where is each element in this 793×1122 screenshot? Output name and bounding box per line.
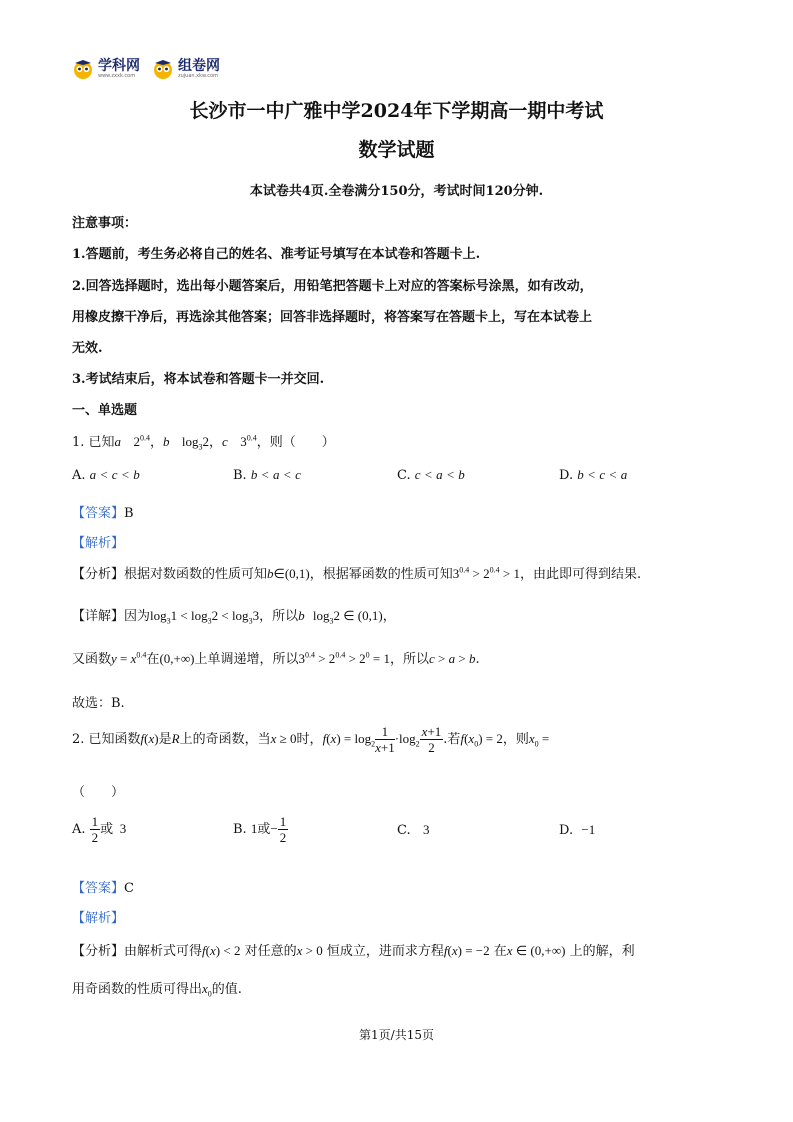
notes-item-3: 3.考试结束后，将本试卷和答题卡一并交回. [72, 372, 325, 387]
q1-detail: 【详解】因为$\log_31 < \log_32 < \log_33$，所以b $\log_32$ ∈ (0,1)， [72, 608, 396, 626]
q2-blank: （ ） [72, 785, 125, 800]
owl-icon [152, 58, 174, 80]
page-footer: 第1页/共15页 [359, 1028, 434, 1042]
logo-xuekewang [72, 58, 140, 80]
q2-fenxi: 【分析】由解析式可得f(x) < 2 对任意的x > 0 恒成立，进而求方程f(x) = −2 在x ∈ (0,+∞) 上的解，利 [72, 943, 635, 959]
logo1-url: www.zxxk.com [98, 73, 136, 79]
exam-info: 本试卷共4页.全卷满分150分，考试时间120分钟. [249, 184, 544, 199]
notes-item-1: 1.答题前，考生务必将自己的姓名、准考证号填写在本试卷和答题卡上. [72, 247, 481, 262]
logo1-name: 学科网 [98, 58, 140, 74]
q2-stem: 2. 已知函数f(x)是R上的奇函数，当x ≥ 0时，$f(x) = \log_2$ $\frac{1}{x+1}$ $\cdot\log_2$ $\frac{x+1}{2}$ .若$f(x_0) = 2$，则$x_0$ = [72, 724, 550, 755]
notes-item-2-line-2: 用橡皮擦干净后，再选涂其他答案；回答非选择题时，将答案写在答题卡上，写在本试卷上 [72, 310, 593, 325]
q1-detail-line-2: 又函数$y = x^{0.4}$在(0,+∞)上单调递增，所以$3^{0.4} > 2^{0.4} > 2^0 = 1$，所以c > a > b. [72, 650, 480, 667]
q2-analysis-label: 【解析】 [72, 911, 125, 926]
notes-item-2-line-1: 2.回答选择题时，选出每小题答案后，用铅笔把答题卡上对应的答案标号涂黑，如有改动， [72, 279, 593, 294]
q2-fenxi-line-2: 用奇函数的性质可得出$x_0$的值. [72, 981, 242, 999]
logo2-name: 组卷网 [178, 58, 220, 74]
section-heading: 一、单选题 [72, 403, 138, 418]
notes-heading: 注意事项： [72, 216, 138, 231]
q1-stem: 1. 已知a $2^{0.4}$，b $\log_32$，c $3^{0.4}$，则（ ） [72, 433, 335, 452]
exam-subject: 数学试题 [358, 139, 435, 161]
q2-option-c: C. 3 [397, 822, 430, 838]
logo-zujuanwang [152, 58, 220, 80]
q2-option-b: B. 1或− $\frac{1}{2}$ [233, 814, 287, 845]
q1-analysis-label: 【解析】 [72, 536, 125, 551]
q1-prefix: 1. 已知 [72, 435, 115, 450]
q1-conclusion: 故选：B. [72, 696, 125, 711]
q1-suffix: ，则（ ） [256, 435, 335, 450]
notes-item-2-line-3: 无效. [72, 341, 103, 356]
q2-option-d: D. −1 [559, 822, 596, 838]
q1-option-a: A. a < c < b [72, 467, 140, 483]
q1-fenxi: 【分析】根据对数函数的性质可知b∈(0,1)，根据幂函数的性质可知$3^{0.4} > 2^{0.4} > 1$，由此即可得到结果. [72, 565, 642, 582]
q1-option-d: D. b < c < a [559, 467, 628, 483]
header-logos [72, 58, 220, 80]
q2-option-a: A. $\frac{1}{2}$ 或 3 [72, 814, 127, 845]
owl-icon [72, 58, 94, 80]
q1-answer: 【答案】B [72, 506, 134, 521]
q1-option-b: B. b < a < c [233, 467, 301, 483]
q2-answer: 【答案】C [72, 881, 134, 896]
q1-option-c: C. c < a < b [397, 467, 465, 483]
logo2-url: zujuan.xkw.com [178, 73, 218, 79]
exam-title: 长沙市一中广雅中学2024年下学期高一期中考试 [189, 100, 604, 122]
